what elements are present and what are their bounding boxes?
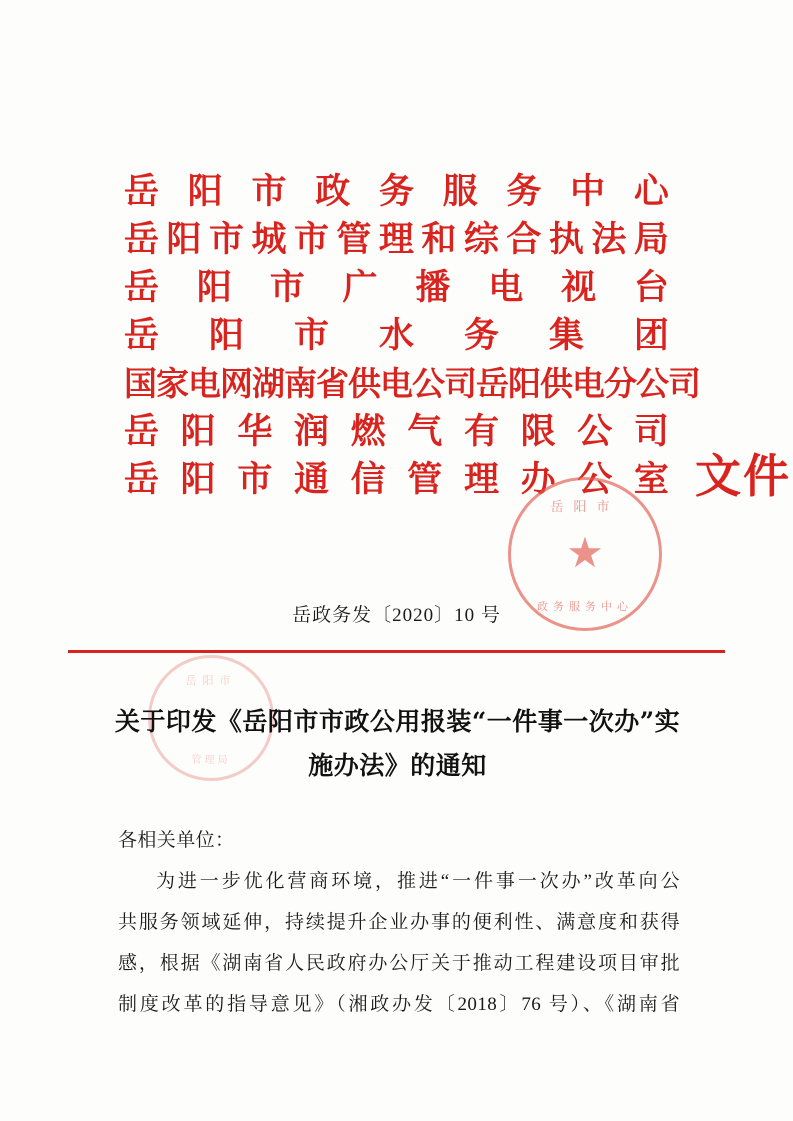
letterhead-line-7: 岳 阳 市 通 信 管 理 办 公 室 [124,459,669,500]
red-divider [68,650,725,653]
letterhead-line-2: 岳 阳 市 城 市 管 理 和 综 合 执 法 局 [124,219,669,260]
letterhead-row-5 [124,360,700,408]
body-line-4: 制度改革的指导意见》（湘政办发〔2018〕76 号）、《湖南省 [118,994,680,1015]
letterhead-line-6: 岳 阳 华 润 燃 气 有 限 公 司 [124,411,669,452]
document-body [118,820,680,1025]
letterhead-line-5: 国家电网湖南省供电公司岳阳供电分公司 [124,364,700,403]
seal-bottom-text: 政务服务中心 [537,601,633,613]
letterhead-row-3 [124,264,669,312]
secondary-seal-top-text: 岳阳市 [185,675,237,687]
body-line-2: 共服务领域延伸，持续提升企业办事的便利性、满意度和获得 [118,912,680,933]
letterhead [0,168,793,504]
secondary-seal-bottom-text: 管理局 [191,755,231,766]
star-icon: ★ [566,531,604,577]
letterhead-line-4: 岳 阳 市 水 务 集 团 [124,315,669,356]
wenjian-label: 文件 [695,449,791,503]
letterhead-row-6 [124,408,669,456]
document-number: 岳政务发〔2020〕10 号 [292,605,501,626]
letterhead-line-3: 岳 阳 市 广 播 电 视 台 [124,267,669,308]
seal-top-text: 岳阳市 [550,499,620,514]
letterhead-row-1 [124,168,669,216]
body-line-1: 为进一步优化营商环境，推进“一件事一次办”改革向公 [156,871,680,892]
letterhead-row-7 [124,456,669,504]
letterhead-line-1: 岳 阳 市 政 务 服 务 中 心 [124,171,669,212]
body-line-3: 感，根据《湖南省人民政府办公厅关于推动工程建设项目审批 [118,953,680,974]
document-title: 关于印发《岳阳市市政公用报装“一件事一次办”实施办法》的通知 [114,707,681,780]
salutation: 各相关单位： [118,830,235,851]
letterhead-row-2 [124,216,669,264]
